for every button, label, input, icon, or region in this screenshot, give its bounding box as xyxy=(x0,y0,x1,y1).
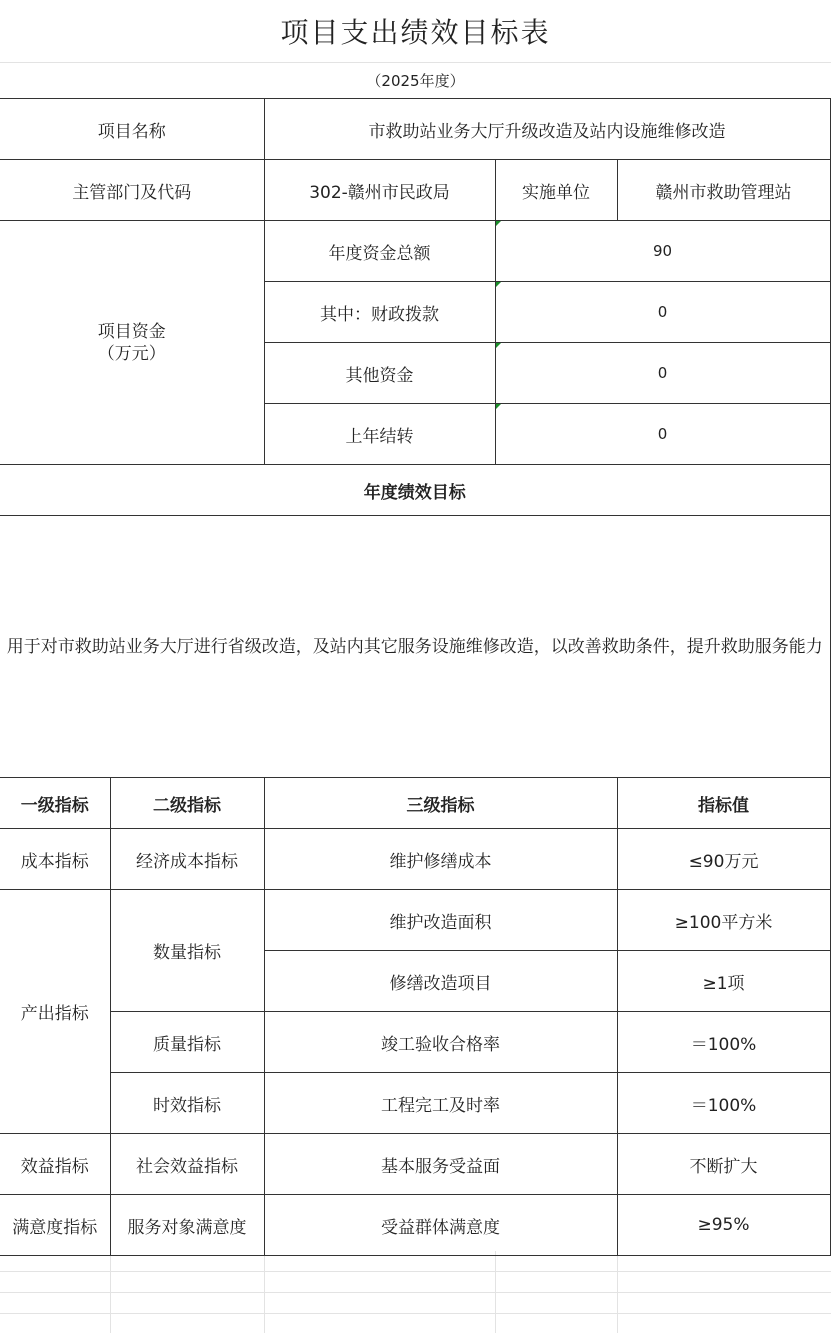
header-level1: 一级指标 xyxy=(0,778,110,829)
indicator-value[interactable]: ≥95% xyxy=(617,1195,830,1256)
project-name-label: 项目名称 xyxy=(0,99,264,160)
level2-cell: 数量指标 xyxy=(110,890,264,1012)
spreadsheet-grid xyxy=(0,1251,831,1333)
grid-line xyxy=(264,1251,265,1333)
level1-cell: 满意度指标 xyxy=(0,1195,110,1256)
indicator-value[interactable]: ≥1项 xyxy=(617,951,830,1012)
level1-cell: 产出指标 xyxy=(0,890,110,1134)
level3-cell[interactable]: 基本服务受益面 xyxy=(264,1134,617,1195)
impl-unit-value[interactable]: 赣州市救助管理站 xyxy=(617,160,830,221)
indicator-value[interactable]: 不断扩大 xyxy=(617,1134,830,1195)
funds-row-label: 其他资金 xyxy=(264,343,495,404)
header-level2: 二级指标 xyxy=(110,778,264,829)
funds-row-value[interactable]: 0 xyxy=(495,404,830,465)
level2-cell: 社会效益指标 xyxy=(110,1134,264,1195)
funds-row-value[interactable]: 0 xyxy=(495,282,830,343)
indicator-value[interactable]: ≤90万元 xyxy=(617,829,830,890)
header-level3: 三级指标 xyxy=(264,778,617,829)
header-value: 指标值 xyxy=(617,778,830,829)
funds-row-label: 年度资金总额 xyxy=(264,221,495,282)
indicator-value[interactable]: ＝100% xyxy=(617,1073,830,1134)
funds-row-value[interactable]: 0 xyxy=(495,343,830,404)
level3-cell[interactable]: 维护修缮成本 xyxy=(264,829,617,890)
level2-cell: 服务对象满意度 xyxy=(110,1195,264,1256)
funds-row-label: 其中：财政拨款 xyxy=(264,282,495,343)
dept-value[interactable]: 302-赣州市民政局 xyxy=(264,160,495,221)
dept-label: 主管部门及代码 xyxy=(0,160,264,221)
page-title: 项目支出绩效目标表 xyxy=(0,0,831,63)
funds-row-label: 上年结转 xyxy=(264,404,495,465)
indicator-value[interactable]: ≥100平方米 xyxy=(617,890,830,951)
goal-header: 年度绩效目标 xyxy=(0,465,830,516)
level2-cell: 时效指标 xyxy=(110,1073,264,1134)
level3-cell[interactable]: 竣工验收合格率 xyxy=(264,1012,617,1073)
goal-description[interactable]: 用于对市救助站业务大厅进行省级改造，及站内其它服务设施维修改造，以改善救助条件，提升救助服务能力 xyxy=(0,516,830,778)
level2-cell: 经济成本指标 xyxy=(110,829,264,890)
performance-table xyxy=(0,98,831,1256)
grid-line xyxy=(495,1251,496,1333)
indicator-value[interactable]: ＝100% xyxy=(617,1012,830,1073)
level3-cell[interactable]: 维护改造面积 xyxy=(264,890,617,951)
impl-unit-label: 实施单位 xyxy=(495,160,617,221)
level3-cell[interactable]: 修缮改造项目 xyxy=(264,951,617,1012)
level2-cell: 质量指标 xyxy=(110,1012,264,1073)
level3-cell[interactable]: 工程完工及时率 xyxy=(264,1073,617,1134)
fiscal-year: （2025年度） xyxy=(366,71,465,90)
level1-cell: 成本指标 xyxy=(0,829,110,890)
grid-line xyxy=(110,1251,111,1333)
level1-cell: 效益指标 xyxy=(0,1134,110,1195)
funds-row-value[interactable]: 90 xyxy=(495,221,830,282)
funds-label: 项目资金 （万元） xyxy=(0,221,264,465)
project-name-value[interactable]: 市救助站业务大厅升级改造及站内设施维修改造 xyxy=(264,99,830,160)
grid-line xyxy=(617,1251,618,1333)
level3-cell[interactable]: 受益群体满意度 xyxy=(264,1195,617,1256)
